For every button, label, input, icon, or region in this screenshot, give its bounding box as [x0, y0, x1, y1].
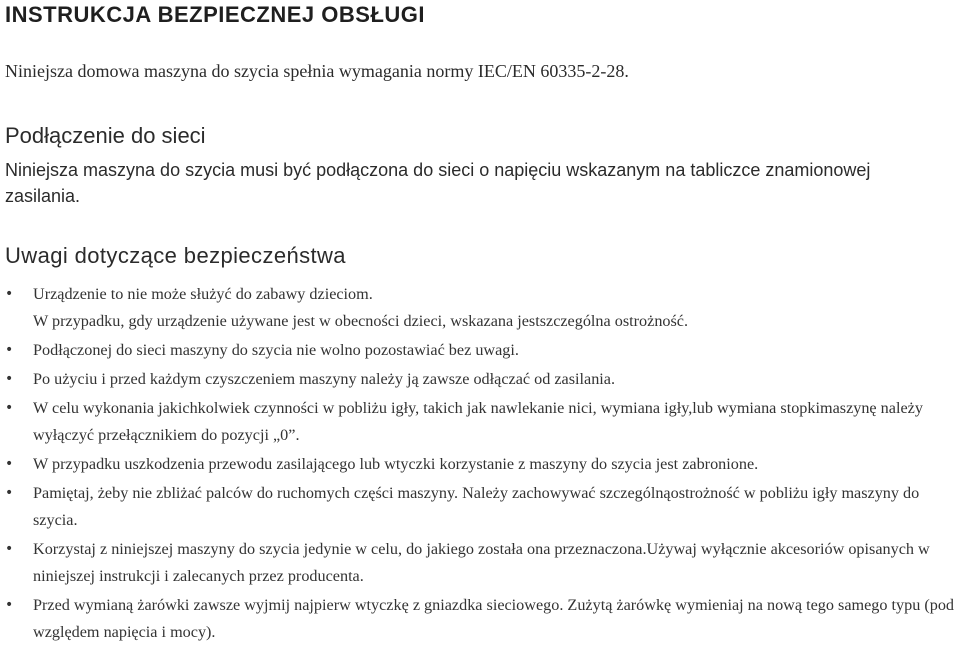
safety-item-3: • Po użyciu i przed każdym czyszczeniem maszyny należy ją zawsze odłączać od zasilania.	[5, 366, 955, 393]
connection-heading: Podłączenie do sieci	[5, 123, 206, 148]
connection-text: Niniejsza maszyna do szycia musi być podłączona do sieci o napięciu wskazanym na tabliczce znamionowej zasilania.	[5, 160, 871, 206]
safety-heading: Uwagi dotyczące bezpieczeństwa	[5, 243, 346, 268]
safety-list	[5, 281, 955, 646]
safety-item-6: • Pamiętaj, żeby nie zbliżać palców do ruchomych części maszyny. Należy zachowywać szczególnąostrożność w pobliżu igły maszyny do szycia.	[5, 480, 955, 534]
safety-item-5: • W przypadku uszkodzenia przewodu zasilającego lub wtyczki korzystanie z maszyny do szycia jest zabronione.	[5, 451, 955, 478]
safety-item-2: • Podłączonej do sieci maszyny do szycia nie wolno pozostawiać bez uwagi.	[5, 337, 955, 364]
safety-item-1-continued: W przypadku, gdy urządzenie używane jest w obecności dzieci, wskazana jestszczególna ostrożność.	[33, 312, 689, 330]
safety-item-7: • Korzystaj z niniejszej maszyny do szycia jedynie w celu, do jakiego została ona przeznaczona.Używaj wyłącznie akcesoriów opisanych w niniejszej instrukcji i zalecanych przez producenta.	[5, 536, 955, 590]
compliance-statement: Niniejsza domowa maszyna do szycia spełnia wymagania normy IEC/EN 60335-2-28.	[5, 61, 629, 81]
document-title: INSTRUKCJA BEZPIECZNEJ OBSŁUGI	[5, 2, 426, 27]
safety-item-8: • Przed wymianą żarówki zawsze wyjmij najpierw wtyczkę z gniazdka sieciowego. Zużytą żarówkę wymieniaj na nową tego samego typu (pod względem napięcia i mocy).	[5, 592, 955, 646]
safety-item-1: • Urządzenie to nie może służyć do zabawy dzieciom.	[5, 281, 955, 308]
safety-item-4: • W celu wykonania jakichkolwiek czynności w pobliżu igły, takich jak nawlekanie nici, wymiana igły,lub wymiana stopkimaszynę należy wyłączyć przełącznikiem do pozycji „0”.	[5, 395, 955, 449]
